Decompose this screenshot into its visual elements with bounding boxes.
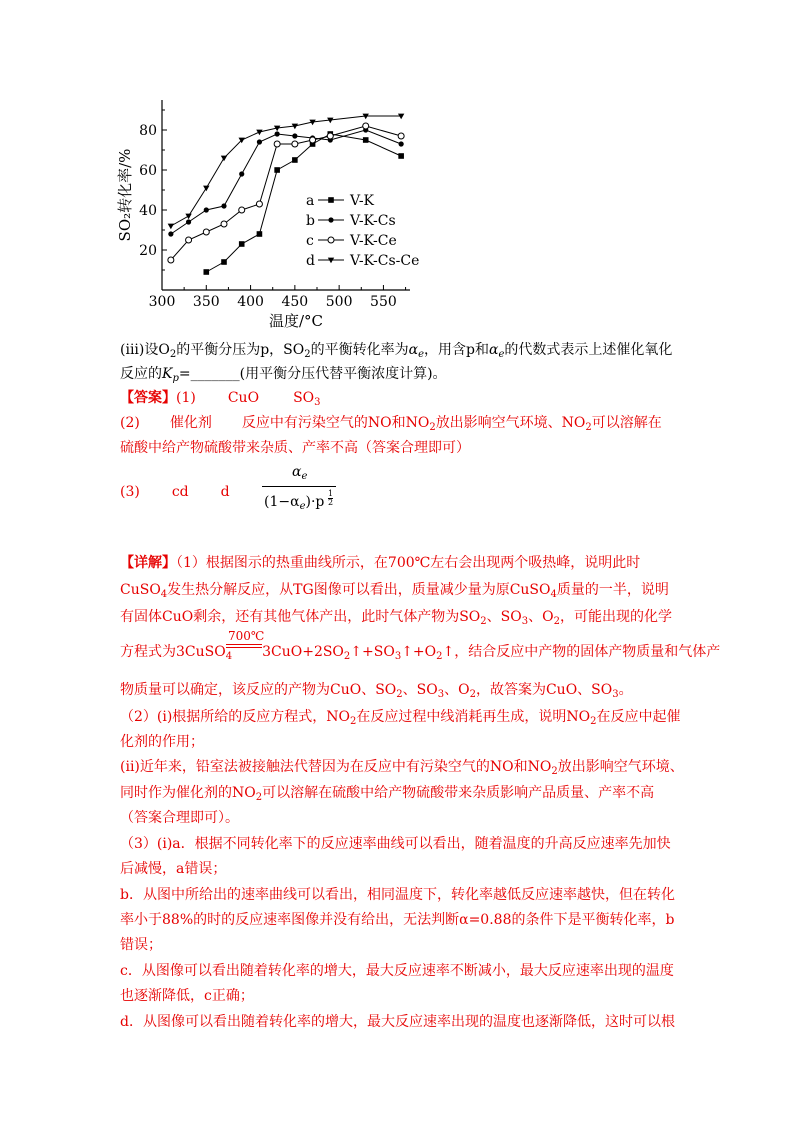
text: )·p [305, 494, 325, 510]
text: ，可能出现的化学 [559, 609, 672, 625]
answer-num: (2) [120, 415, 140, 431]
legend-letter: c [306, 233, 314, 249]
data-point-circle [186, 219, 191, 224]
text: 放出影响空气环境、NO [435, 415, 586, 431]
text: 方程式为3CuSO [120, 644, 226, 660]
question-iii-line1 [120, 340, 672, 365]
subscript: e [418, 349, 425, 360]
data-point-open-circle [203, 229, 209, 235]
exponent-half [328, 490, 333, 507]
data-point-open-circle [292, 141, 298, 147]
subscript: p [172, 373, 179, 384]
subscript: 2 [255, 792, 263, 803]
detail-line5 [120, 680, 633, 705]
detail-line18 [120, 1012, 675, 1032]
data-point-square [221, 259, 227, 265]
data-point-circle [204, 207, 209, 212]
text: （答案合理即可）。 [120, 810, 239, 826]
answer-tag: 【答案】 [120, 390, 176, 406]
data-point-square [274, 167, 280, 173]
text: 、O [528, 609, 554, 625]
text: 错误； [120, 937, 162, 953]
answer-d: d [220, 484, 230, 500]
legend-label: V-K-Cs-Ce [350, 253, 420, 269]
answer-so3: SO [293, 390, 315, 406]
answer-line3 [120, 438, 470, 458]
text: ↑+O [401, 644, 437, 660]
fraction-numerator [292, 464, 307, 482]
subscript: 3 [521, 616, 529, 627]
text: 后减慢，a错误； [120, 861, 227, 877]
data-point-open-circle [186, 237, 192, 243]
text: CuSO [120, 582, 161, 598]
data-point-circle [257, 139, 262, 144]
reaction-condition: 700℃ [228, 629, 265, 643]
legend-label: V-K-Cs [350, 213, 396, 229]
subscript: 4 [225, 651, 233, 662]
detail-line8 [120, 757, 684, 782]
subscript: 2 [480, 616, 487, 627]
data-point-circle [221, 203, 226, 208]
so2-conversion-chart [110, 90, 450, 340]
text: ，故答案为CuO、SO [475, 682, 613, 698]
subscript: 2 [343, 651, 351, 662]
chart-legend [306, 193, 419, 269]
subscript: e [299, 501, 306, 512]
x-tick-label: 400 [237, 294, 264, 310]
subscript: 3 [314, 397, 321, 408]
detail-line2 [120, 580, 669, 605]
y-axis-label: SO₂转化率/% [116, 148, 134, 242]
text: 有固体CuO剩余，还有其他气体产出，此时气体产物为SO [120, 609, 481, 625]
question-iii-line2 [120, 364, 447, 389]
answer-line4 [120, 482, 230, 502]
x-tick-label: 450 [281, 294, 309, 310]
data-point-square [239, 241, 245, 247]
legend-letter: d [306, 253, 315, 269]
data-point-circle [292, 133, 297, 138]
y-tick-label: 40 [139, 203, 157, 219]
fraction-denominator [264, 494, 324, 512]
text: =_______(用平衡分压代替平衡浓度计算)。 [178, 366, 447, 382]
data-point-open-circle [168, 257, 174, 263]
detail-line15 [120, 935, 162, 955]
detail-line10 [120, 808, 239, 828]
data-point-circle [168, 231, 173, 236]
detail-line4 [120, 642, 720, 667]
data-point-open-circle [398, 133, 404, 139]
x-axis-label: 温度/°C [268, 312, 324, 330]
y-tick-label: 60 [139, 163, 157, 179]
y-tick-label: 80 [139, 123, 157, 139]
subscript: 4 [550, 589, 557, 600]
alpha-symbol: α [408, 342, 419, 358]
answer-cd: cd [171, 484, 189, 500]
legend-letter: a [306, 193, 315, 209]
text: b．从图中所给出的速率曲线可以看出，相同温度下，转化率越低反应速率越快，但在转化 [120, 887, 675, 903]
answer-line2 [120, 413, 662, 438]
data-point-open-circle [221, 221, 227, 227]
detail-line1 [120, 553, 640, 573]
answer-catalyst: 催化剂 [169, 415, 212, 431]
subscript: 2 [551, 766, 558, 777]
text: 。 [618, 682, 633, 698]
detail-line14 [120, 910, 674, 930]
text: （2）(i)根据所给的反应方程式，NO [120, 709, 351, 725]
detail-line13 [120, 885, 675, 905]
data-point-triangle [203, 186, 209, 192]
text: (iii)设O [120, 342, 170, 358]
text: 可以溶解在 [591, 415, 662, 431]
legend-entry-d [306, 253, 419, 269]
subscript: 2 [590, 716, 597, 727]
text: 物质量可以确定，该反应的产物为CuO、SO [120, 682, 397, 698]
exp-den: 2 [328, 498, 334, 507]
legend-letter: b [306, 213, 315, 229]
data-point-circle [399, 141, 404, 146]
subscript: 2 [553, 616, 560, 627]
text: (1−α [264, 494, 300, 510]
data-point-circle [239, 171, 244, 176]
text: d．从图像可以看出随着转化率的增大，最大反应速率出现的温度也逐渐降低，这时可以根 [120, 1014, 675, 1030]
text: 放出影响空气环境、 [557, 759, 684, 775]
data-point-triangle [221, 156, 227, 162]
detail-line17 [120, 986, 254, 1006]
subscript: 3 [394, 651, 402, 662]
kp-fraction [262, 464, 342, 520]
text: ，用含p和 [424, 342, 489, 358]
subscript: 2 [585, 422, 592, 433]
detail-line6 [120, 707, 681, 732]
legend-entry-c [306, 233, 397, 249]
text: 发生热分解反应，从TG图像可以看出，质量减少量为原CuSO [167, 582, 551, 598]
data-point-open-circle [327, 133, 333, 139]
text: 的代数式表示上述催化氧化 [504, 342, 673, 358]
subscript: e [498, 349, 505, 360]
text: 的平衡转化率为 [310, 342, 409, 358]
text: 可以溶解在硫酸中给产物硫酸带来杂质影响产品质量、产率不高 [262, 785, 655, 801]
exp-num: 1 [328, 489, 334, 498]
subscript: e [301, 471, 308, 482]
x-tick-label: 350 [192, 294, 220, 310]
data-point-open-circle [363, 123, 369, 129]
data-point-open-circle [328, 237, 334, 243]
text: （3）(i)a．根据不同转化率下的反应速率曲线可以看出，随着温度的升高反应速率先加快 [120, 836, 671, 852]
legend-label: V-K [350, 193, 375, 209]
text: 也逐渐降低，c正确； [120, 988, 254, 1004]
alpha-symbol: α [292, 464, 302, 480]
text: 、O [444, 682, 470, 698]
subscript: 3 [437, 689, 445, 700]
subscript: 2 [429, 422, 436, 433]
subscript: 2 [396, 689, 403, 700]
answer-num: (1) [176, 390, 196, 406]
alpha-symbol: α [488, 342, 499, 358]
legend-entry-b [306, 213, 396, 229]
text: 反应中有污染空气的NO和NO [241, 415, 430, 431]
text: ↑，结合反应中产物的固体产物质量和气体产 [442, 644, 721, 660]
data-point-open-circle [274, 141, 280, 147]
data-point-open-circle [239, 207, 245, 213]
text: （1）根据图示的热重曲线所示，在700℃左右会出现两个吸热峰，说明此时 [176, 555, 641, 571]
answer-line1 [120, 388, 321, 413]
subscript: 3 [612, 689, 619, 700]
data-point-triangle [256, 130, 262, 136]
data-point-square [398, 153, 404, 159]
data-point-square [363, 137, 369, 143]
subscript: 2 [169, 349, 177, 360]
detail-tag: 【详解】 [120, 555, 176, 571]
subscript: 2 [469, 689, 476, 700]
text: 在反应过程中线消耗再生成，说明NO [356, 709, 591, 725]
text: 、SO [486, 609, 522, 625]
subscript: 2 [304, 349, 311, 360]
detail-line7 [120, 732, 204, 752]
text: 质量的一半，说明 [556, 582, 669, 598]
text: 的平衡分压为p，SO [176, 342, 305, 358]
answer-num: (3) [120, 484, 140, 500]
data-point-square [257, 231, 263, 237]
legend-entry-a [306, 193, 375, 209]
text: (ii)近年来，铅室法被接触法代替因为在反应中有污染空气的NO和NO [120, 759, 552, 775]
y-tick-label: 20 [139, 243, 157, 259]
data-point-open-circle [310, 137, 316, 143]
kp-symbol: K [162, 366, 173, 382]
detail-line16 [120, 961, 674, 981]
x-tick-label: 300 [148, 294, 176, 310]
text: ↑+SO [350, 644, 395, 660]
text: 率小于88%的时的反应速率图像并没有给出，无法判断α=0.88的条件下是平衡转化率，b [120, 912, 675, 928]
data-point-circle [275, 131, 280, 136]
x-tick-label: 550 [370, 294, 397, 310]
text: 在反应中起催 [596, 709, 681, 725]
data-point-square [328, 197, 334, 203]
data-point-open-circle [256, 201, 262, 207]
text: 化剂的作用； [120, 734, 204, 750]
data-point-square [203, 269, 209, 275]
subscript: 2 [350, 716, 357, 727]
fraction-bar [262, 486, 336, 487]
subscript: 4 [160, 589, 168, 600]
detail-line9 [120, 783, 654, 808]
text: 同时作为催化剂的NO [120, 785, 256, 801]
detail-line11 [120, 834, 671, 854]
detail-line12 [120, 859, 226, 879]
data-point-circle [328, 217, 333, 222]
data-point-triangle [185, 214, 191, 220]
text: 反应的 [120, 366, 162, 382]
x-tick-label: 500 [325, 294, 353, 310]
answer-cuo: CuO [227, 390, 260, 406]
subscript: 2 [436, 651, 443, 662]
text: 硫酸中给产物硫酸带来杂质、产率不高（答案合理即可） [120, 440, 470, 456]
text: c．从图像可以看出随着转化率的增大，最大反应速率不断减小，最大反应速率出现的温度 [120, 963, 674, 979]
detail-line3 [120, 607, 672, 632]
text: 、SO [402, 682, 438, 698]
data-point-triangle [168, 224, 174, 230]
legend-label: V-K-Ce [350, 233, 397, 249]
data-point-square [292, 157, 298, 163]
text: 3CuO+2SO [262, 644, 344, 660]
